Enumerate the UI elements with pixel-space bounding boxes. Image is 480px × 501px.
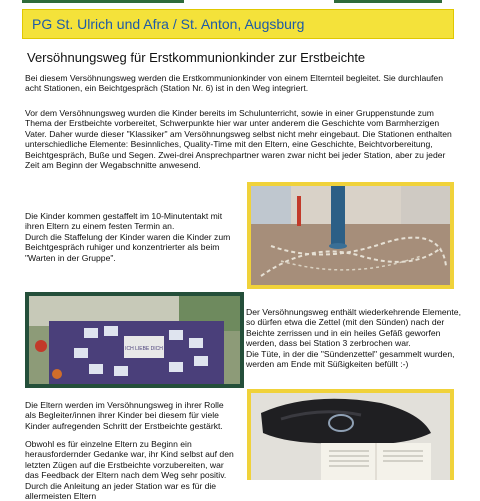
page-title: Versöhnungsweg für Erstkommunionkinder zur Erstbeichte <box>27 50 366 65</box>
top-decor-right <box>334 0 442 3</box>
top-decor-left <box>22 0 184 3</box>
header-title: PG St. Ulrich und Afra / St. Anton, Augsburg <box>32 16 305 32</box>
parents-paragraph: Die Eltern werden im Versöhnungsweg in ihrer Rolle als Begleiter/innen ihrer Kinder bei diesem für viele Kinder aufregenden Schritt der Erstbeichte gestärkt. <box>25 400 224 431</box>
recurring-paragraph: Der Versöhnungsweg enthält wiederkehrende Elemente, so dürfen etwa die Zettel (mit den Sünden) nach der Beichte zerrissen und in ein heiles Gefäß geworfen werden, dass bei Station 3 zerbrochen war. Die Tüte, in der die "Sündenzettel" gesammelt wurden, werden am Ende mit Süßigkeiten befüllt :-) <box>246 307 461 370</box>
card-text: ICH LIEBE DICH <box>125 346 163 352</box>
feedback-paragraph: Obwohl es für einzelne Eltern zu Beginn ein herausfordernder Gedanke war, ihr Kind selbst auf den letzten Zügen auf die Erstbeichte vorzubereiten, war das Feedback der Eltern nach dem Weg sehr positiv. Durch die Anleitung an jeder Station war es für die allermeisten Eltern <box>25 439 234 501</box>
preparation-paragraph: Vor dem Versöhnungsweg wurden die Kinder bereits im Schulunterricht, sowie in einer Gruppenstunde zum Thema der Erstbeichte vorbereitet, Schwerpunkte hier war unter anderem die Geschichte vom Barmherzigen Vater. Daher wurde dieser "Klassiker" am Versöhnungsweg selbst nicht mehr eingebaut. Die Stationen enthalten unterschiedliche Elemente: Besinnliches, Quality-Time mit den Eltern, eine Geschichte, Beichtvorbereitung, Beichtgespräch, Buße und Segen. Zwei-drei Ansprechpartner waren zwar nicht bei jeder Station, aber zu jeder Zeit am Beginn der Wegabschnitte anwesend. <box>25 108 452 171</box>
photo-cloth-frame <box>247 389 454 480</box>
photo-path-frame <box>247 182 454 289</box>
photo-path-floor <box>251 186 450 285</box>
staggered-paragraph: Die Kinder kommen gestaffelt im 10-Minutentakt mit ihren Eltern zu einem festen Termin an. Durch die Staffelung der Kinder waren die Kinder zum Beichtgespräch ruhiger und konzentrierter als beim "Warten in der Gruppe". <box>25 211 231 263</box>
top-strip <box>0 0 480 4</box>
page-header <box>22 9 454 39</box>
photo-cloth-book <box>251 393 450 480</box>
photo-table-frame <box>25 292 244 388</box>
photo-table-cards <box>29 296 240 384</box>
intro-paragraph: Bei diesem Versöhnungsweg werden die Erstkommunionkinder von einem Elternteil begleitet. Sie durchlaufen acht Stationen, ein Beichtgespräch (Station Nr. 6) ist in den Weg integriert. <box>25 73 443 94</box>
